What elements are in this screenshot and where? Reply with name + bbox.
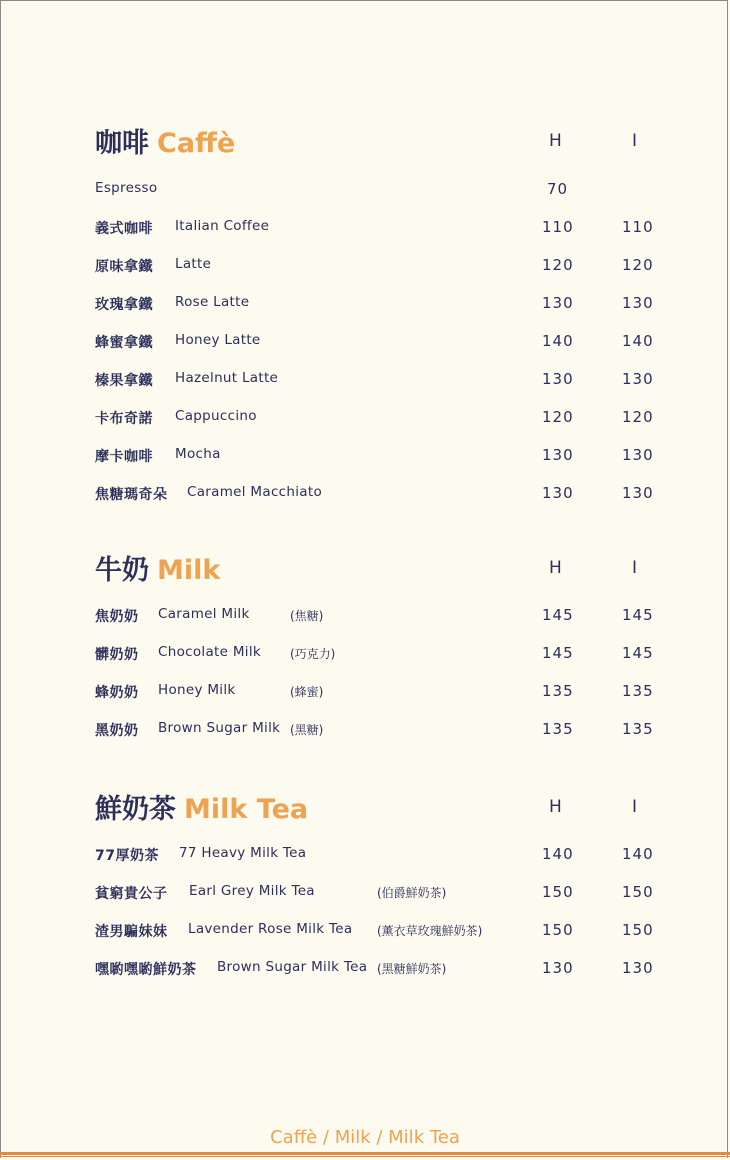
item-name-zh: 卡布奇諾 — [95, 411, 153, 427]
column-header-iced: I — [632, 558, 638, 578]
item-note: (黑糖) — [290, 723, 324, 737]
section-title-en: Caffè — [157, 128, 236, 159]
menu-item — [95, 408, 695, 428]
item-name-en: Mocha — [175, 446, 221, 462]
column-header-iced: I — [632, 131, 638, 151]
price-iced: 140 — [622, 845, 654, 863]
menu-item — [95, 682, 695, 702]
menu-item — [95, 294, 695, 314]
price-iced: 130 — [622, 446, 654, 464]
price-hot: 150 — [542, 883, 574, 901]
item-name-en: Honey Latte — [175, 332, 261, 348]
item-name-en: Hazelnut Latte — [175, 370, 279, 386]
item-name-zh: 義式咖啡 — [95, 221, 153, 237]
menu-item — [95, 720, 695, 740]
price-hot: 130 — [542, 294, 574, 312]
column-header-hot: H — [549, 558, 562, 578]
column-header-hot: H — [549, 131, 562, 151]
price-iced: 135 — [622, 720, 654, 738]
footer-rule — [0, 1152, 730, 1155]
section-title — [95, 121, 235, 160]
price-iced: 145 — [622, 606, 654, 624]
item-name-en: 77 Heavy Milk Tea — [179, 845, 307, 861]
menu-item — [95, 370, 695, 390]
item-name-zh: 焦奶奶 — [95, 609, 139, 625]
item-note: (焦糖) — [290, 609, 324, 623]
price-hot: 145 — [542, 644, 574, 662]
price-hot: 130 — [542, 370, 574, 388]
menu-item — [95, 218, 695, 238]
item-name-en: Honey Milk — [158, 682, 236, 698]
price-iced: 150 — [622, 883, 654, 901]
item-name-zh: 黑奶奶 — [95, 723, 139, 739]
section-title-en: Milk — [157, 555, 221, 586]
price-iced: 110 — [622, 218, 654, 236]
section-title-zh: 咖啡 — [95, 128, 149, 159]
menu-item — [95, 332, 695, 352]
section-title — [95, 548, 220, 587]
menu-item — [95, 644, 695, 664]
price-hot: 120 — [542, 408, 574, 426]
price-hot: 150 — [542, 921, 574, 939]
item-name-zh: 蜂奶奶 — [95, 685, 139, 701]
item-name-en: Latte — [175, 256, 212, 272]
item-name-en: Brown Sugar Milk — [158, 720, 281, 736]
menu-item — [95, 180, 695, 200]
price-hot: 70 — [547, 180, 569, 198]
price-iced: 150 — [622, 921, 654, 939]
price-iced: 135 — [622, 682, 654, 700]
item-name-zh: 髒奶奶 — [95, 647, 139, 663]
item-name-zh: 渣男騙妹妹 — [95, 924, 168, 940]
price-iced: 130 — [622, 484, 654, 502]
section-title-en: Milk Tea — [184, 794, 309, 825]
menu-item — [95, 606, 695, 626]
menu-item — [95, 845, 695, 865]
menu-item — [95, 959, 695, 979]
price-hot: 140 — [542, 332, 574, 350]
price-iced: 140 — [622, 332, 654, 350]
item-name-zh: 原味拿鐵 — [95, 259, 153, 275]
section-title-zh: 鮮奶茶 — [95, 794, 176, 825]
column-header-hot: H — [549, 797, 562, 817]
menu-item — [95, 446, 695, 466]
price-hot: 110 — [542, 218, 574, 236]
item-note: (巧克力) — [290, 647, 336, 661]
item-name-en: Espresso — [95, 180, 158, 196]
price-hot: 130 — [542, 446, 574, 464]
item-name-zh: 蜂蜜拿鐵 — [95, 335, 153, 351]
menu-item — [95, 484, 695, 504]
price-hot: 145 — [542, 606, 574, 624]
price-hot: 130 — [542, 959, 574, 977]
item-name-en: Caramel Macchiato — [187, 484, 323, 500]
item-name-zh: 焦糖瑪奇朵 — [95, 487, 168, 503]
price-hot: 135 — [542, 682, 574, 700]
item-name-zh: 玫瑰拿鐵 — [95, 297, 153, 313]
item-name-zh: 嘿喲嘿喲鮮奶茶 — [95, 962, 197, 978]
item-note: (蜂蜜) — [290, 685, 324, 699]
item-name-zh: 貧窮貴公子 — [95, 886, 168, 902]
item-name-en: Chocolate Milk — [158, 644, 262, 660]
price-hot: 130 — [542, 484, 574, 502]
item-note: (薰衣草玫瑰鮮奶茶) — [377, 924, 483, 938]
footer-nav: Caffè / Milk / Milk Tea — [270, 1127, 460, 1148]
item-name-zh: 榛果拿鐵 — [95, 373, 153, 389]
price-iced: 130 — [622, 959, 654, 977]
price-iced: 120 — [622, 256, 654, 274]
price-iced: 120 — [622, 408, 654, 426]
price-hot: 120 — [542, 256, 574, 274]
menu-item — [95, 256, 695, 276]
column-header-iced: I — [632, 797, 638, 817]
price-iced: 130 — [622, 294, 654, 312]
section-title — [95, 787, 308, 826]
item-name-en: Italian Coffee — [175, 218, 270, 234]
menu-item — [95, 921, 695, 941]
menu-item — [95, 883, 695, 903]
item-name-en: Cappuccino — [175, 408, 257, 424]
item-name-zh: 77厚奶茶 — [95, 848, 159, 864]
section-title-zh: 牛奶 — [95, 555, 149, 586]
price-iced: 130 — [622, 370, 654, 388]
item-note: (伯爵鮮奶茶) — [377, 886, 447, 900]
footer-rule-thin — [0, 1156, 730, 1157]
item-note: (黑糖鮮奶茶) — [377, 962, 447, 976]
item-name-en: Earl Grey Milk Tea — [189, 883, 315, 899]
item-name-en: Lavender Rose Milk Tea — [188, 921, 353, 937]
price-hot: 135 — [542, 720, 574, 738]
price-hot: 140 — [542, 845, 574, 863]
item-name-zh: 摩卡咖啡 — [95, 449, 153, 465]
item-name-en: Caramel Milk — [158, 606, 250, 622]
price-iced: 145 — [622, 644, 654, 662]
item-name-en: Rose Latte — [175, 294, 250, 310]
item-name-en: Brown Sugar Milk Tea — [217, 959, 368, 975]
